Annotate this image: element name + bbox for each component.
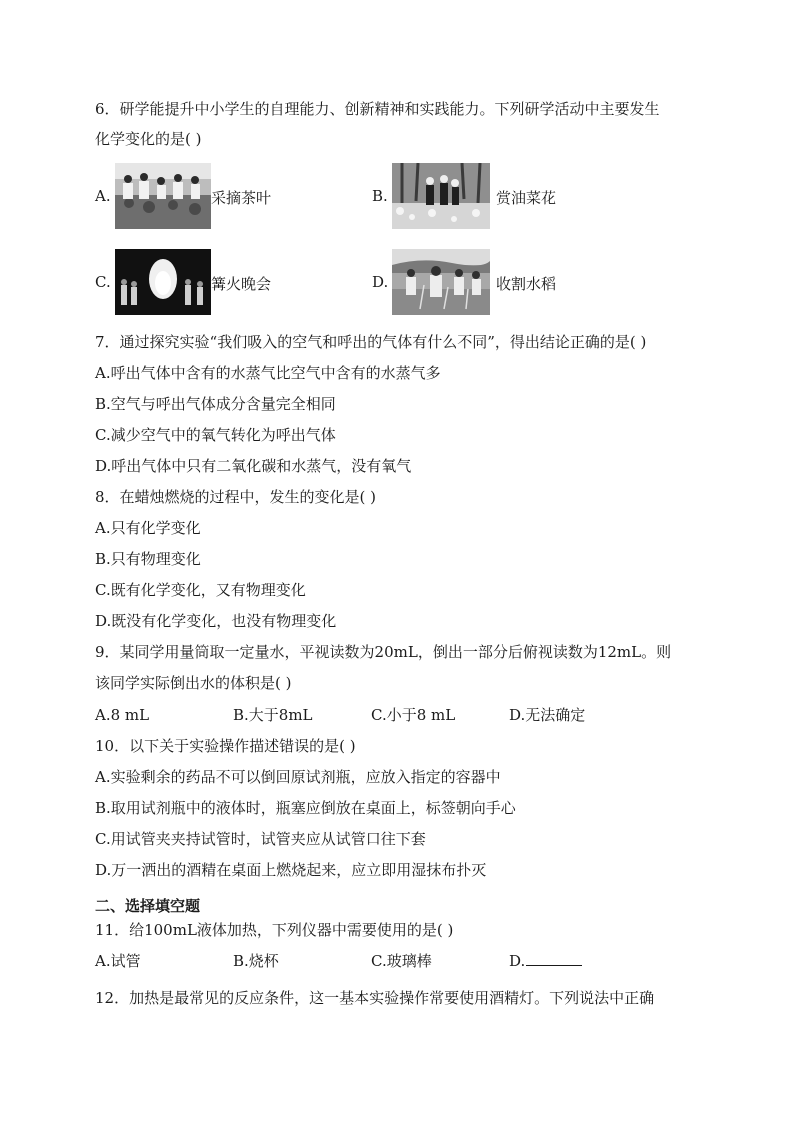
q8-option-d: D.既没有化学变化，也没有物理变化 [95,612,337,630]
option-letter: A. [95,187,111,205]
q9-stem-line1: 9．某同学用量筒取一定量水，平视读数为20mL，倒出一部分后俯视读数为12mL。则 [95,643,672,661]
option-label: 采摘茶叶 [211,189,272,207]
q10-option-a: A.实验剩余的药品不可以倒回原试剂瓶，应放入指定的容器中 [95,768,501,786]
q11-option-a: A.试管 [95,952,141,970]
q9-stem-line2: 该同学实际倒出水的体积是( ) [95,674,292,692]
section-title: 二、选择填空题 [95,897,201,915]
bonfire-party-photo [115,249,211,315]
option-label: 收割水稻 [496,275,557,293]
q8-option-c: C.既有化学变化，又有物理变化 [95,581,306,599]
q7-option-a: A.呼出气体中含有的水蒸气比空气中含有的水蒸气多 [95,364,441,382]
q7-option-b: B.空气与呼出气体成分含量完全相同 [95,395,336,413]
q9-option-d: D.无法确定 [509,706,586,724]
q11-stem: 11．给100mL液体加热，下列仪器中需要使用的是( ) [95,921,454,939]
q12-stem-line1: 12．加热是最常见的反应条件，这一基本实验操作常要使用酒精灯。下列说法中正确 [95,989,655,1007]
q6-stem-line2: 化学变化的是( ) [95,130,202,148]
q10-option-b: B.取用试剂瓶中的液体时，瓶塞应倒放在桌面上，标签朝向手心 [95,799,516,817]
q8-stem: 8．在蜡烛燃烧的过程中，发生的变化是( ) [95,488,377,506]
q8-option-a: A.只有化学变化 [95,519,201,537]
option-label: 篝火晚会 [211,275,272,293]
rapeseed-flower-photo [392,163,490,229]
q8-option-b: B.只有物理变化 [95,550,201,568]
answer-blank[interactable] [526,951,582,966]
q7-stem: 7．通过探究实验“我们吸入的空气和呼出的气体有什么不同”，得出结论正确的是( ) [95,333,647,351]
option-letter: B. [372,187,388,205]
q9-option-c: C.小于8 mL [371,706,456,724]
q11-option-c: C.玻璃棒 [371,952,432,970]
q7-option-d: D.呼出气体中只有二氧化碳和水蒸气，没有氧气 [95,457,412,475]
q10-stem: 10．以下关于实验操作描述错误的是( ) [95,737,356,755]
q7-option-c: C.减少空气中的氧气转化为呼出气体 [95,426,336,444]
option-label: 赏油菜花 [496,189,557,207]
q9-option-b: B.大于8mL [233,706,313,724]
q10-option-d: D.万一洒出的酒精在桌面上燃烧起来，应立即用湿抹布扑灭 [95,861,487,879]
tea-picking-photo [115,163,211,229]
q11-option-d [509,951,525,971]
q9-option-a: A.8 mL [95,706,150,724]
q11-option-d-label: D. [509,952,526,970]
q10-option-c: C.用试管夹夹持试管时，试管夹应从试管口往下套 [95,830,426,848]
q11-option-b: B.烧杯 [233,952,279,970]
option-letter: C. [95,273,111,291]
rice-harvest-photo [392,249,490,315]
q6-stem-line1: 6．研学能提升中小学生的自理能力、创新精神和实践能力。下列研学活动中主要发生 [95,100,660,118]
option-letter: D. [372,273,389,291]
